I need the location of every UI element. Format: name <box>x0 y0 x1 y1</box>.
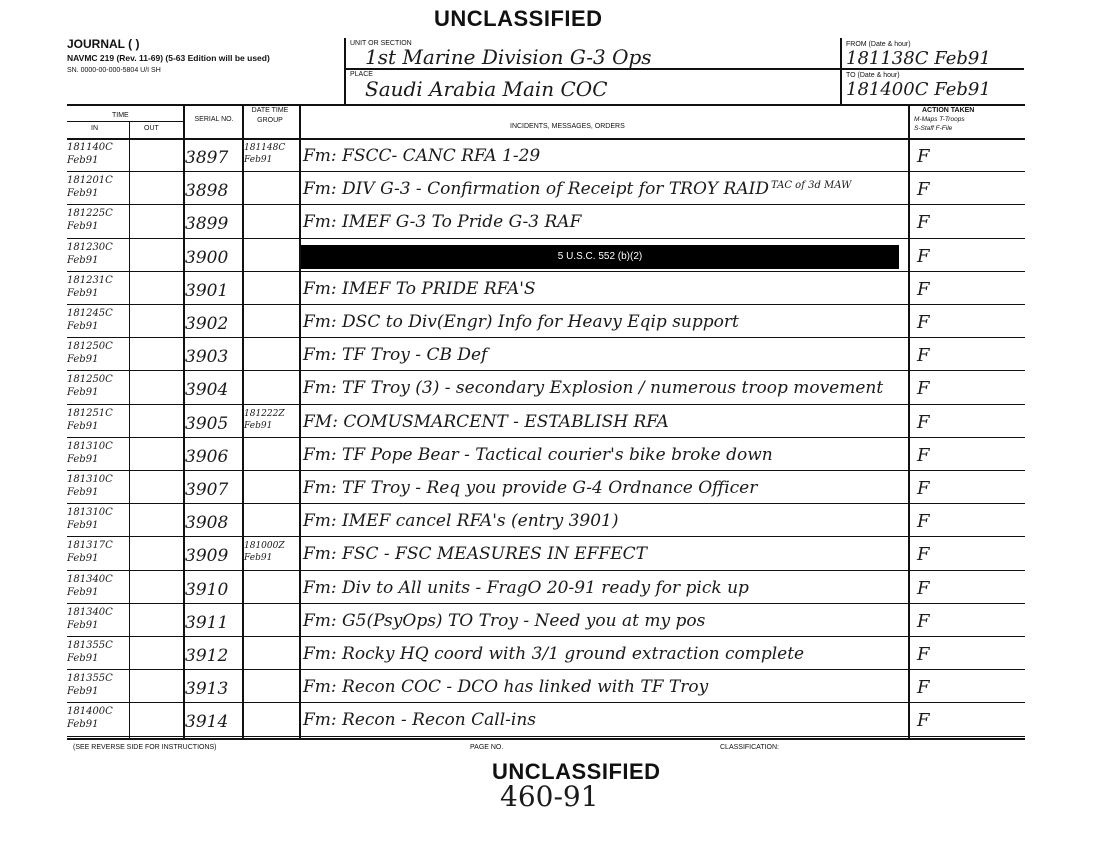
col-time: TIME <box>112 112 129 119</box>
entry-action: F <box>917 312 930 333</box>
entry-message: Fm: TF Troy - Req you provide G-4 Ordnance Officer <box>303 478 758 498</box>
row-rule <box>67 636 1025 637</box>
entry-message: Fm: TF Troy - CB Def <box>303 345 488 366</box>
entry-message: Fm: IMEF To PRIDE RFA'S <box>303 278 536 299</box>
entry-time: 181225C Feb91 <box>67 208 113 233</box>
entry-message: Fm: Div to All units - FragO 20-91 ready for pick up <box>303 577 749 598</box>
entry-action: F <box>917 511 930 533</box>
row-rule <box>67 238 1025 239</box>
table-row <box>67 638 1025 670</box>
entry-serial: 3903 <box>185 347 229 368</box>
form-number: NAVMC 219 (Rev. 11-69) (5-63 Edition will be used) <box>67 53 270 63</box>
row-rule <box>67 304 1025 305</box>
row-rule <box>67 603 1025 604</box>
col-action-codes-1: M-Maps T-Troops <box>914 116 965 123</box>
table-row <box>67 704 1025 736</box>
entry-time: 181400C Feb91 <box>67 706 113 731</box>
entry-action: F <box>917 345 930 367</box>
entry-serial: 3911 <box>185 612 229 633</box>
to-label: TO (Date & hour) <box>846 72 900 79</box>
row-rule <box>67 570 1025 571</box>
entry-action: F <box>917 411 930 433</box>
col-incidents: INCIDENTS, MESSAGES, ORDERS <box>510 123 625 130</box>
entry-time: 181245C Feb91 <box>67 308 113 332</box>
entry-time: 181140C Feb91 <box>67 142 113 166</box>
entry-time: 181340C Feb91 <box>67 573 113 598</box>
entry-serial: 3914 <box>185 712 229 733</box>
entry-time: 181250C Feb91 <box>67 374 113 399</box>
from-label: FROM (Date & hour) <box>846 41 911 48</box>
col-out: OUT <box>144 125 159 132</box>
entry-action: F <box>917 710 930 732</box>
table-top-rule <box>67 104 1025 106</box>
entry-serial: 3904 <box>185 380 229 401</box>
to-value: 181400C Feb91 <box>846 79 991 100</box>
classification-top: UNCLASSIFIED <box>434 6 603 31</box>
place-label: PLACE <box>350 71 373 78</box>
table-row <box>67 173 1025 205</box>
entry-serial: 3897 <box>185 148 229 168</box>
unit-value: 1st Marine Division G-3 Ops <box>365 45 652 69</box>
header-divider <box>840 38 842 104</box>
table-row <box>67 406 1025 438</box>
entry-action: F <box>917 245 930 267</box>
entry-action: F <box>917 278 930 300</box>
entry-dtg: 181222Z Feb91 <box>244 408 285 431</box>
entry-message: Fm: FSC - FSC MEASURES IN EFFECT <box>303 544 647 565</box>
entry-serial: 3912 <box>185 646 229 666</box>
entry-action: F <box>917 378 930 400</box>
entry-time: 181340C Feb91 <box>67 606 113 631</box>
entry-serial: 3898 <box>185 181 229 202</box>
table-row <box>67 538 1025 570</box>
table-row <box>67 206 1025 238</box>
entry-action: F <box>917 478 930 499</box>
tac-note: TAC of 3d MAW <box>771 180 852 191</box>
table-row <box>67 306 1025 338</box>
entry-action: F <box>917 544 930 566</box>
table-row <box>67 605 1025 637</box>
entry-serial: 3909 <box>185 546 229 567</box>
row-rule <box>67 204 1025 205</box>
unit-label: UNIT OR SECTION <box>350 40 412 47</box>
entry-serial: 3908 <box>185 513 229 534</box>
entry-time: 181230C Feb91 <box>67 241 113 266</box>
entry-message: Fm: TF Pope Bear - Tactical courier's bike broke down <box>303 444 773 465</box>
entry-action: F <box>917 212 930 234</box>
from-value: 181138C Feb91 <box>846 48 991 69</box>
entry-time: 181317C Feb91 <box>67 540 113 565</box>
entry-action: F <box>917 146 930 167</box>
entry-serial: 3910 <box>185 579 229 600</box>
row-rule <box>67 370 1025 371</box>
table-row <box>67 572 1025 604</box>
entry-message: Fm: IMEF cancel RFA's (entry 3901) <box>303 511 619 532</box>
entry-serial: 3906 <box>185 446 229 467</box>
entry-message: Fm: TF Troy (3) - secondary Explosion / numerous troop movement <box>303 378 884 399</box>
stock-number: SN. 0000-00-000-5804 U/I SH <box>67 67 161 74</box>
entry-action: F <box>917 677 930 699</box>
footer-page-no: PAGE NO. <box>470 744 504 751</box>
row-rule <box>67 437 1025 438</box>
entry-time: 181310C Feb91 <box>67 507 113 532</box>
col-dtg: DATE TIME GROUP <box>251 107 289 124</box>
entry-action: F <box>917 577 930 599</box>
footer-classification-label: CLASSIFICATION: <box>720 744 779 751</box>
table-row <box>67 140 1025 172</box>
entry-time: 181231C Feb91 <box>67 274 113 299</box>
entry-action: F <box>917 610 930 632</box>
entry-time: 181310C Feb91 <box>67 440 113 465</box>
table-row <box>67 505 1025 537</box>
table-row <box>67 339 1025 371</box>
row-rule <box>67 404 1025 405</box>
entry-time: 181355C Feb91 <box>67 673 113 698</box>
entry-message: Fm: DSC to Div(Engr) Info for Heavy Eqip support <box>303 312 739 332</box>
header-divider <box>344 38 346 104</box>
row-rule <box>67 736 1025 737</box>
entry-message: Fm: Recon - Recon Call-ins <box>303 710 537 731</box>
redaction-bar: 5 U.S.C. 552 (b)(2) <box>301 245 899 269</box>
entry-message: Fm: FSCC- CANC RFA 1-29 <box>303 146 541 166</box>
table-row <box>67 372 1025 404</box>
entry-message: Fm: DIV G-3 - Confirmation of Receipt for TROY RAID <box>303 179 769 200</box>
table-row <box>67 273 1025 305</box>
row-rule <box>67 702 1025 703</box>
row-rule <box>67 470 1025 471</box>
entry-message: Fm: G5(PsyOps) TO Troy - Need you at my pos <box>303 610 706 631</box>
table-row <box>67 671 1025 703</box>
row-rule <box>67 171 1025 172</box>
entry-serial: 3905 <box>185 413 229 434</box>
col-action-codes-2: S-Staff F-File <box>914 125 953 132</box>
entry-serial: 3907 <box>185 480 229 500</box>
entry-time: 181310C Feb91 <box>67 474 113 498</box>
entry-serial: 3901 <box>185 280 229 301</box>
row-rule <box>67 271 1025 272</box>
time-subheader-rule <box>67 121 183 122</box>
table-row <box>67 472 1025 504</box>
col-in: IN <box>91 125 98 132</box>
entry-serial: 3900 <box>185 247 229 268</box>
entry-serial: 3913 <box>185 679 229 700</box>
entry-message: Fm: Rocky HQ coord with 3/1 ground extraction complete <box>303 644 805 664</box>
entry-time: 181251C Feb91 <box>67 407 113 432</box>
footer-instructions: (SEE REVERSE SIDE FOR INSTRUCTIONS) <box>73 744 217 751</box>
entry-time: 181201C Feb91 <box>67 175 113 200</box>
entry-serial: 3899 <box>185 214 229 235</box>
form-title: JOURNAL ( ) <box>67 37 140 51</box>
entry-serial: 3902 <box>185 314 229 334</box>
entry-message: Fm: Recon COC - DCO has linked with TF Troy <box>303 677 709 698</box>
row-rule <box>67 337 1025 338</box>
entry-action: F <box>917 444 930 466</box>
col-serial: SERIAL NO. <box>194 116 234 123</box>
entry-time: 181250C Feb91 <box>67 341 113 366</box>
entry-dtg: 181148C Feb91 <box>244 143 286 165</box>
row-rule <box>67 536 1025 537</box>
entry-action: F <box>917 179 930 201</box>
entry-time: 181355C Feb91 <box>67 640 113 664</box>
document-number: 460-91 <box>500 780 599 813</box>
entry-action: F <box>917 644 930 665</box>
classification-bottom: UNCLASSIFIED <box>492 759 661 784</box>
entry-dtg: 181000Z Feb91 <box>244 541 285 564</box>
table-bottom-rule <box>67 738 1025 740</box>
place-value: Saudi Arabia Main COC <box>365 77 608 101</box>
table-row <box>67 439 1025 471</box>
row-rule <box>67 669 1025 670</box>
entry-message: FM: COMUSMARCENT - ESTABLISH RFA <box>303 411 669 432</box>
entry-message: Fm: IMEF G-3 To Pride G-3 RAF <box>303 212 582 233</box>
col-action: ACTION TAKEN <box>922 107 975 114</box>
row-rule <box>67 503 1025 504</box>
